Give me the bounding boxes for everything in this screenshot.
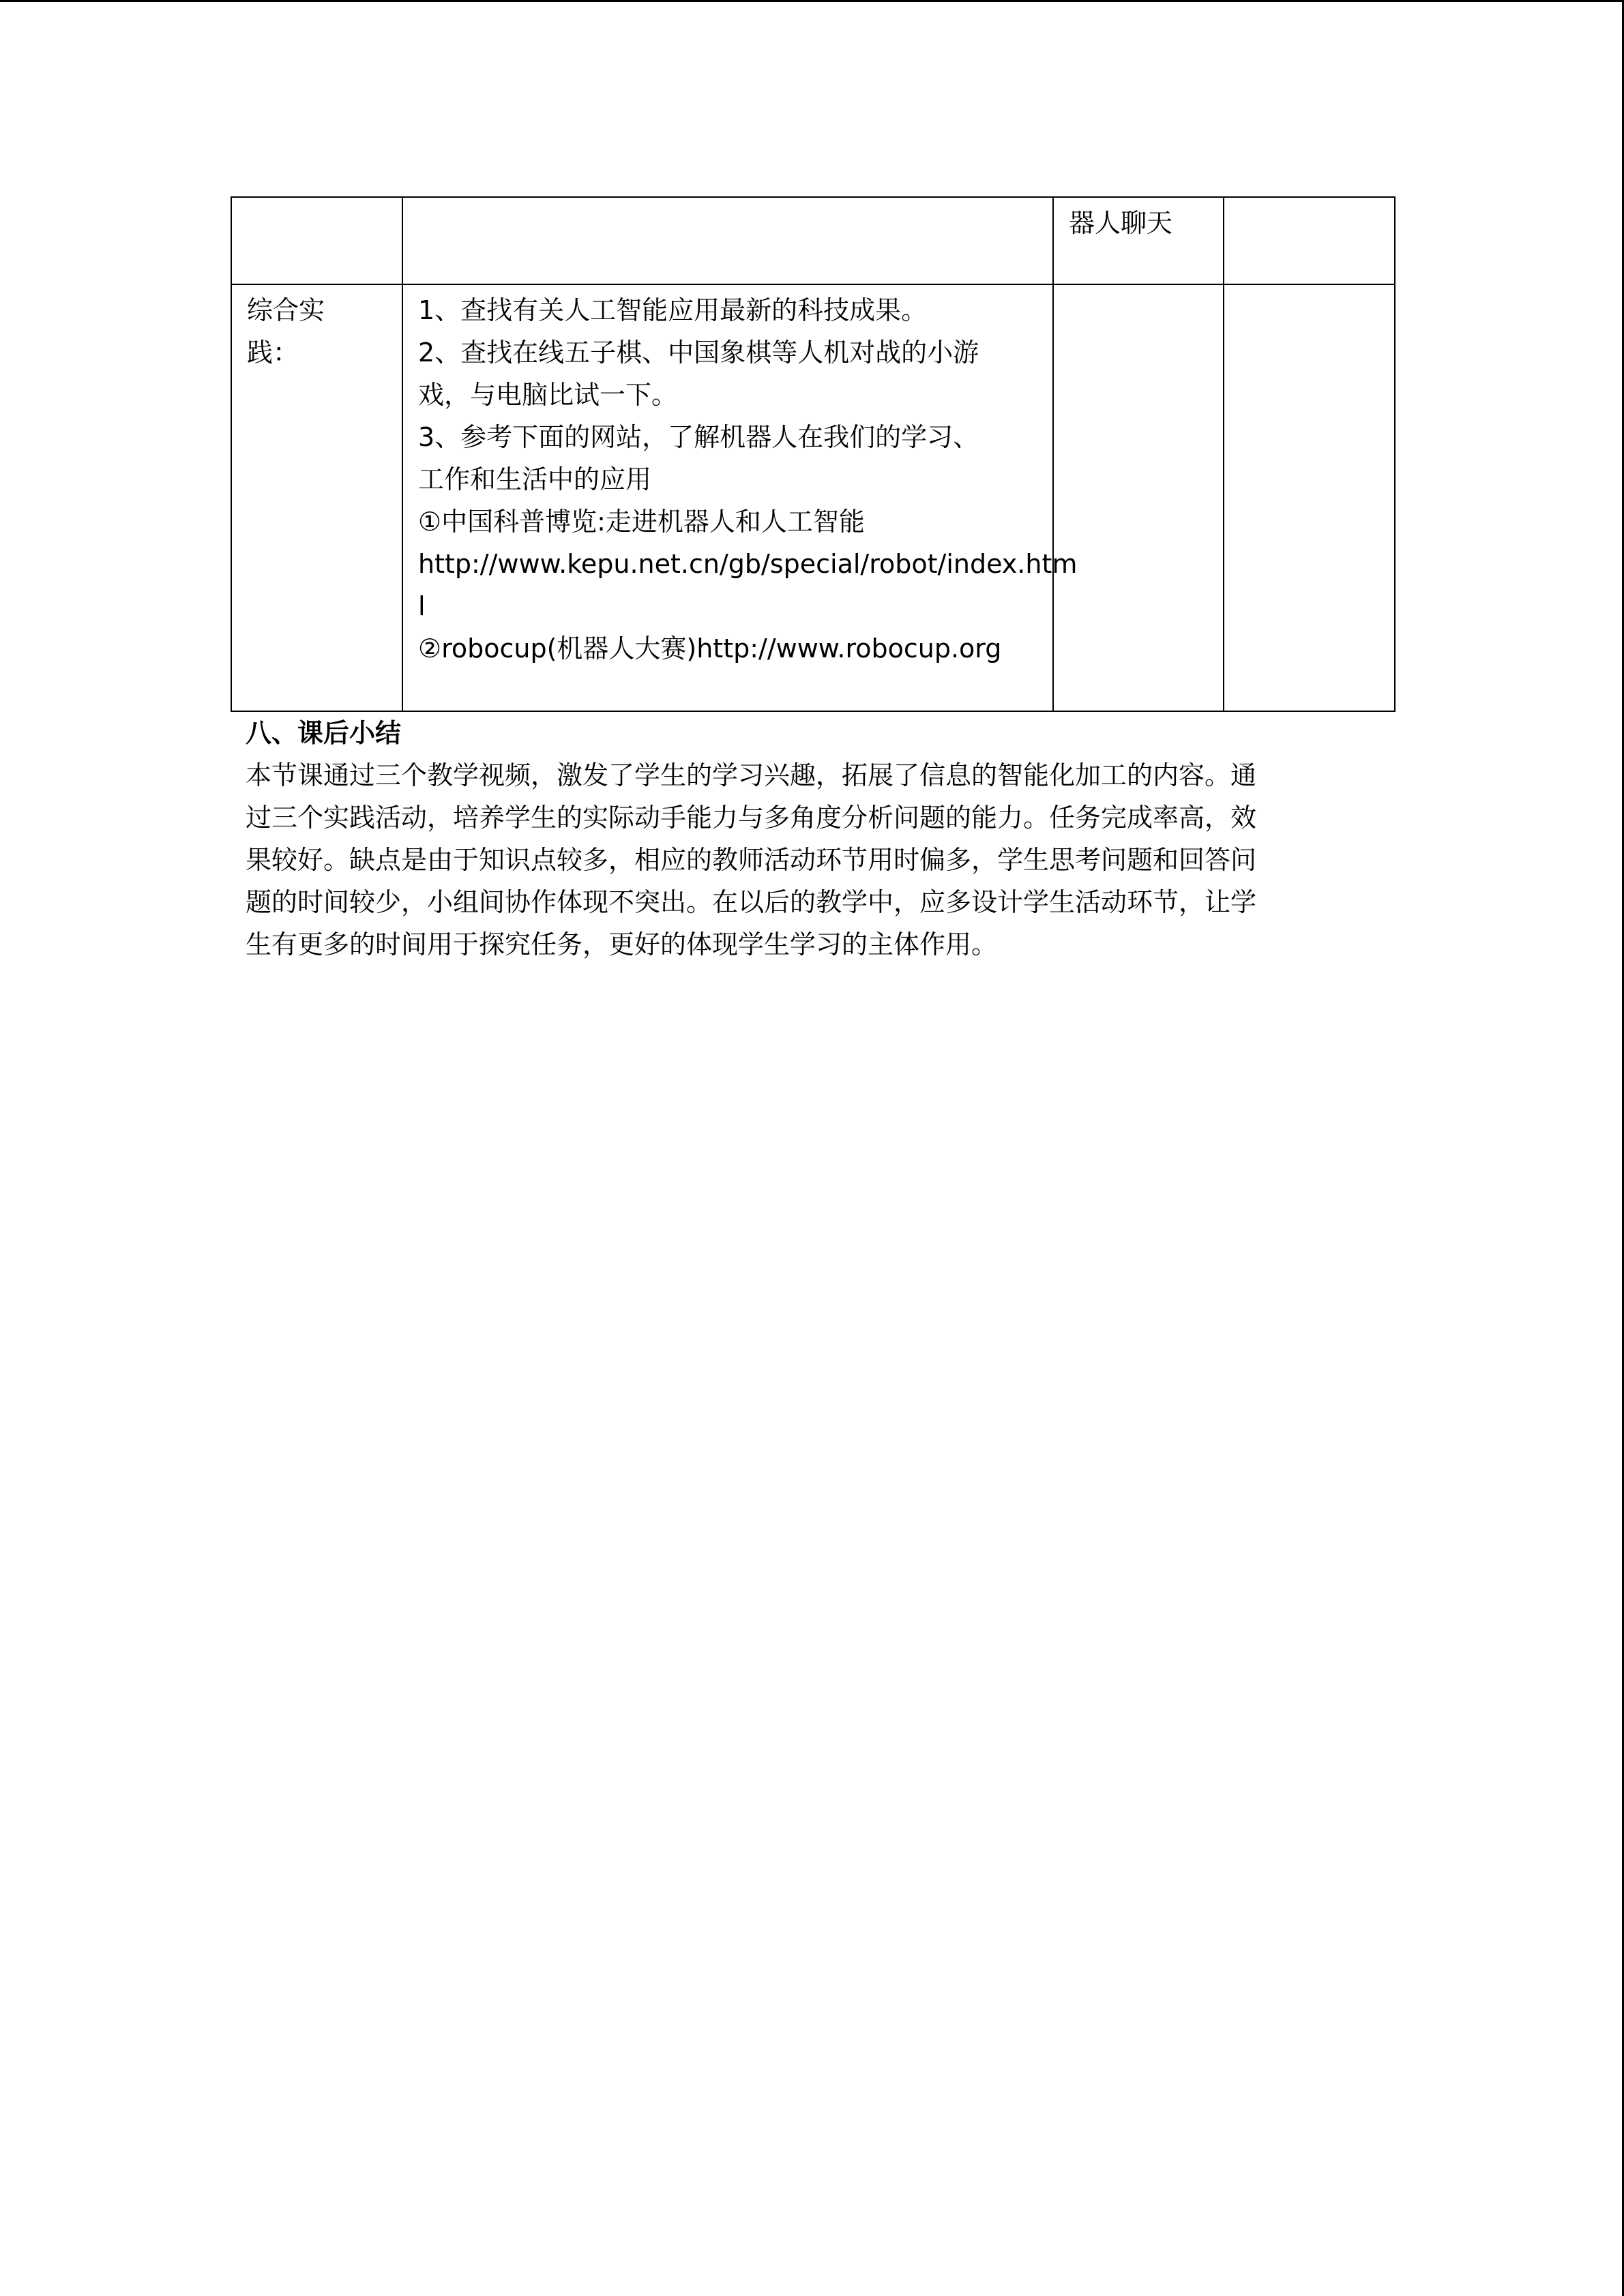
table-row-practice bbox=[231, 284, 1395, 711]
practice-item-2-cont: 戏，与电脑比试一下。 bbox=[418, 380, 678, 410]
practice-content-cell bbox=[402, 284, 1078, 711]
summary-line: 题的时间较少，小组间协作体现不突出。在以后的教学中，应多设计学生活动环节，让学 bbox=[246, 887, 1257, 917]
top-row-cell-3 bbox=[1053, 197, 1224, 284]
practice-item-3-cont: 工作和生活中的应用 bbox=[418, 464, 652, 494]
practice-cell-4 bbox=[1224, 284, 1395, 711]
top-row-cell-1 bbox=[231, 197, 402, 284]
top-row-cell-2 bbox=[402, 197, 1053, 284]
section-title-summary: 八、课后小结 bbox=[246, 718, 402, 748]
practice-label-cell bbox=[231, 284, 402, 711]
practice-label-line: 综合实 bbox=[247, 295, 325, 325]
practice-label-line: 践： bbox=[247, 338, 299, 368]
top-row-cell-4 bbox=[1224, 197, 1395, 284]
summary-line: 本节课通过三个教学视频，激发了学生的学习兴趣，拓展了信息的智能化加工的内容。通 bbox=[246, 760, 1257, 790]
practice-cell-3 bbox=[1053, 284, 1224, 711]
table-row-top bbox=[231, 197, 1395, 284]
summary-line: 生有更多的时间用于探究任务，更好的体现学生学习的主体作用。 bbox=[246, 929, 998, 959]
summary-paragraph bbox=[246, 754, 1364, 966]
practice-item-3: 3、参考下面的网站，了解机器人在我们的学习、 bbox=[418, 422, 979, 452]
practice-link-2[interactable]: ②robocup(机器人大赛)http://www.robocup.org bbox=[418, 633, 1002, 664]
lesson-table bbox=[231, 196, 1396, 712]
practice-link-1-title: ①中国科普博览:走进机器人和人工智能 bbox=[418, 507, 865, 537]
practice-item-1: 1、查找有关人工智能应用最新的科技成果。 bbox=[418, 295, 928, 325]
page-top-border bbox=[0, 0, 1624, 2]
practice-link-1-url[interactable]: http://www.kepu.net.cn/gb/special/robot/index.htm bbox=[418, 549, 1078, 579]
practice-item-2: 2、查找在线五子棋、中国象棋等人机对战的小游 bbox=[418, 338, 979, 368]
practice-link-1-url-cont[interactable]: l bbox=[418, 591, 426, 621]
summary-line: 果较好。缺点是由于知识点较多，相应的教师活动环节用时偏多，学生思考问题和回答问 bbox=[246, 845, 1257, 875]
top-row-cell-3-text: 器人聊天 bbox=[1069, 208, 1173, 238]
summary-line: 过三个实践活动，培养学生的实际动手能力与多角度分析问题的能力。任务完成率高，效 bbox=[246, 803, 1257, 833]
